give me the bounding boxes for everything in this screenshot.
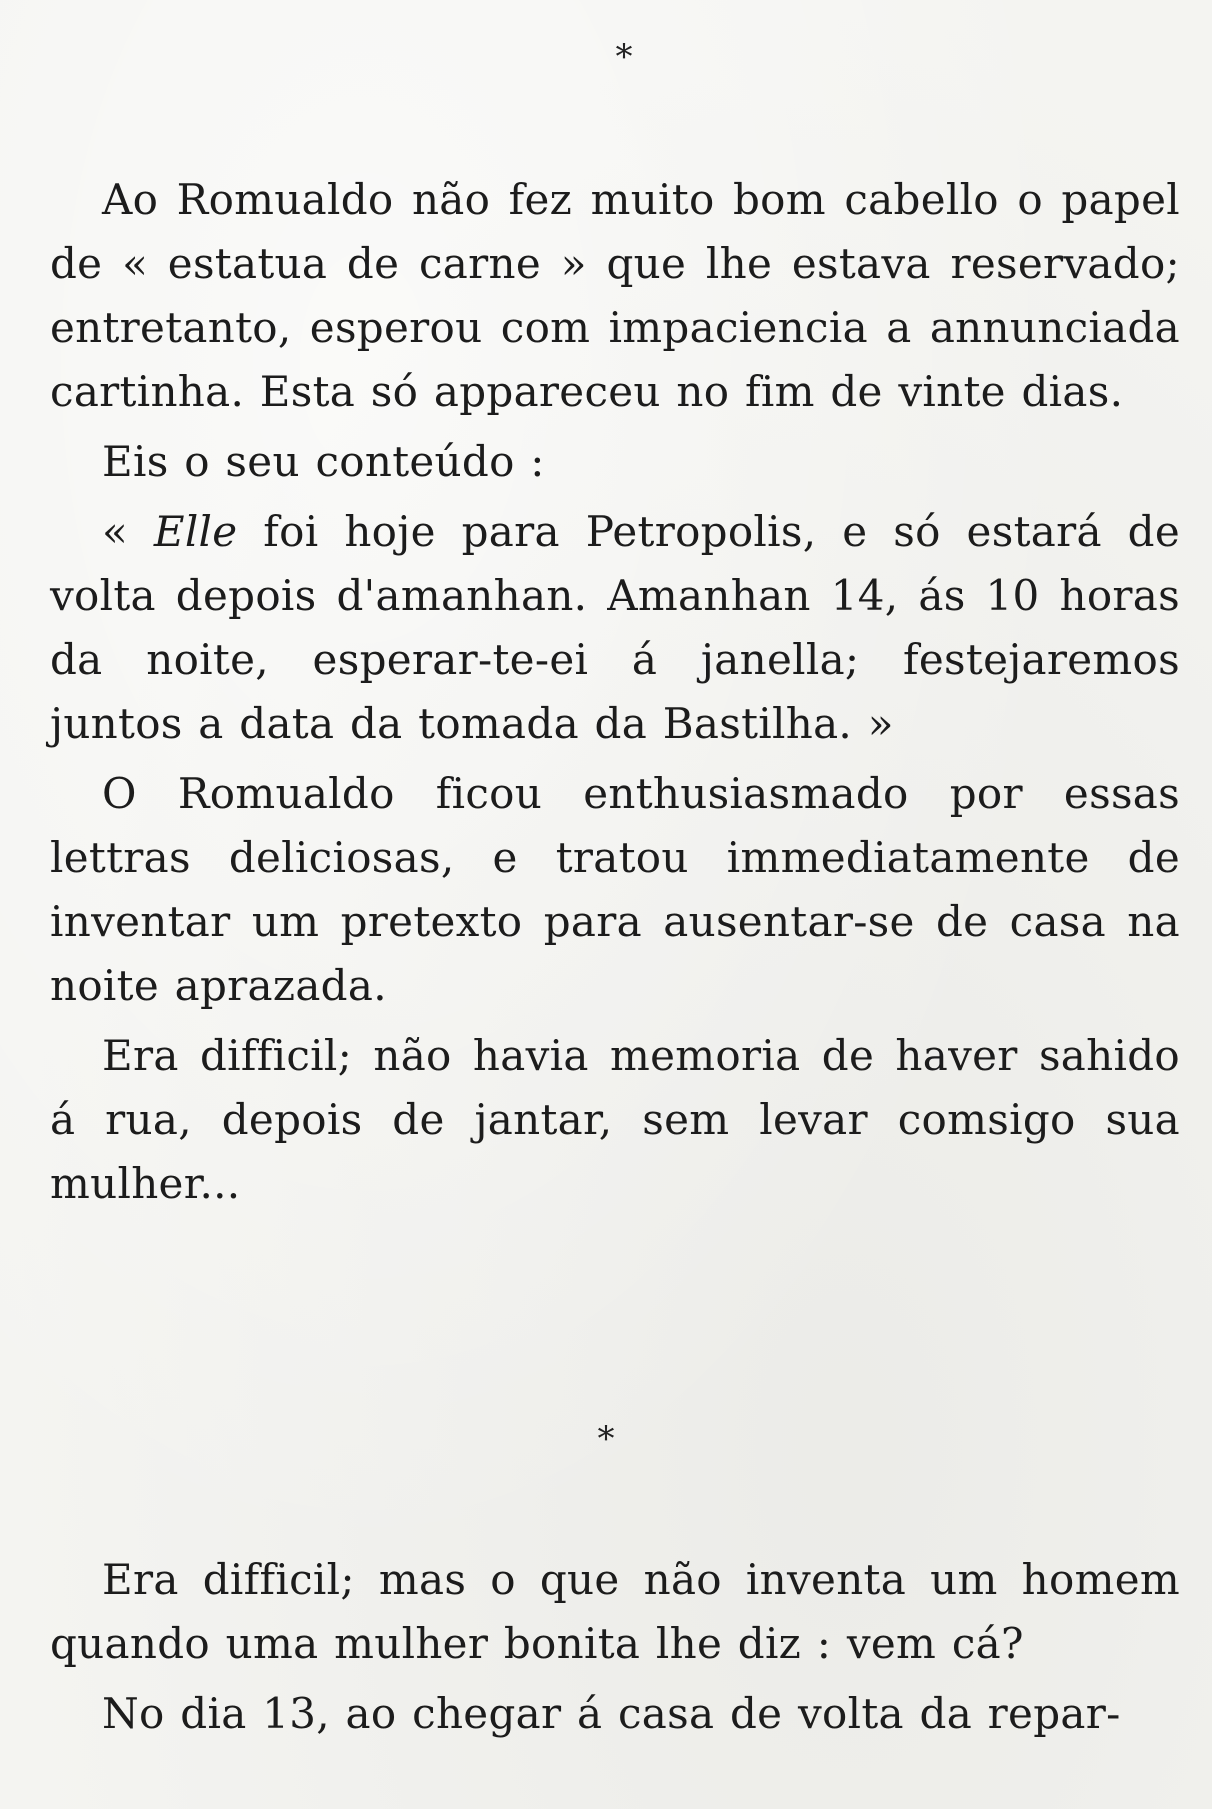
paragraph-2: Eis o seu conteúdo : bbox=[102, 437, 545, 486]
asterisk-ornament-middle: * bbox=[597, 1419, 615, 1459]
paragraph-5: Era difficil; não havia memoria de haver sahido á rua, depois de jantar, sem levar comsigo sua mulher... bbox=[50, 1031, 1180, 1208]
asterisk-ornament-top: * bbox=[615, 37, 633, 77]
paragraph-3 bbox=[50, 500, 1180, 756]
text-section-1 bbox=[50, 168, 1180, 1222]
paragraph-6: Era difficil; mas o que não inventa um homem quando uma mulher bonita lhe diz : vem cá? bbox=[50, 1555, 1180, 1668]
paragraph-1: Ao Romualdo não fez muito bom cabello o papel de « estatua de carne » que lhe estava reservado; entretanto, esperou com impaciencia a annunciada cartinha. Esta só appareceu no fim de vinte dias. bbox=[50, 175, 1180, 416]
paragraph-4: O Romualdo ficou enthusiasmado por essas lettras deliciosas, e tratou immediatamente de inventar um pretexto para ausentar-se de casa na noite aprazada. bbox=[50, 769, 1180, 1010]
italic-elle: Elle bbox=[153, 507, 238, 556]
text-section-2 bbox=[50, 1548, 1180, 1752]
paragraph-7: No dia 13, ao chegar á casa de volta da repar- bbox=[102, 1689, 1121, 1738]
quote-open: « bbox=[102, 507, 154, 556]
quote-body: foi hoje para Petropolis, e só estará de volta depois d'amanhan. Amanhan 14, ás 10 horas da noite, esperar-te-ei á janella; festejaremos juntos a data da tomada da Bastilha. » bbox=[50, 507, 1180, 748]
